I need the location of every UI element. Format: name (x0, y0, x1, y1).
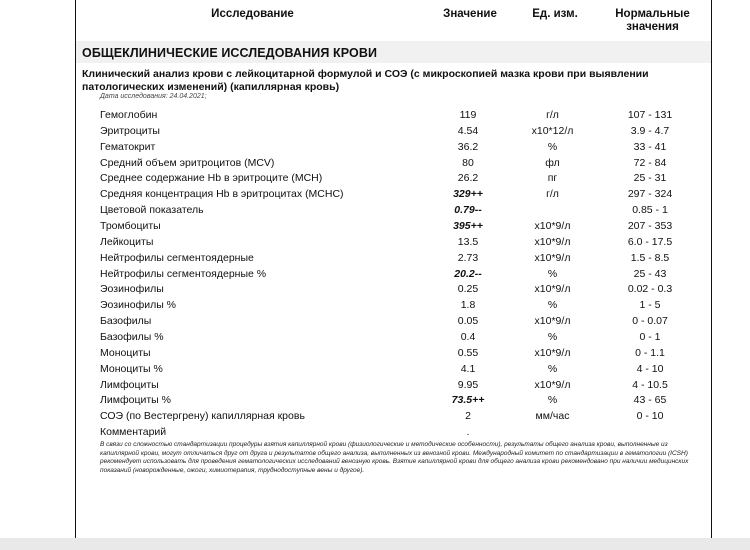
test-value: 80 (462, 156, 474, 169)
test-name: Нейтрофилы сегментоядерные % (100, 267, 267, 280)
test-name: Эозинофилы (100, 283, 164, 296)
test-norm: 3.9 - 4.7 (630, 124, 670, 137)
test-unit: г/л (546, 188, 559, 201)
test-name: Среднее содержание Hb в эритроците (MCH) (100, 172, 323, 185)
test-unit: фл (545, 156, 560, 169)
test-norm: 25 - 43 (633, 267, 667, 280)
test-name: Моноциты % (100, 362, 163, 375)
test-name: Цветовой показатель (100, 204, 204, 217)
test-norm: 0 - 1.1 (635, 346, 665, 359)
test-value: 13.5 (457, 235, 479, 248)
table-row (0, 123, 750, 139)
test-value: 0.79-- (454, 204, 482, 217)
test-name: СОЭ (по Вестергрену) капиллярная кровь (100, 410, 305, 423)
table-row (0, 392, 750, 408)
table-row (0, 408, 750, 424)
test-value: 0.55 (457, 346, 479, 359)
test-unit: % (547, 299, 558, 312)
test-name: Средний объем эритроцитов (MCV) (100, 156, 275, 169)
test-name: Гематокрит (100, 140, 156, 153)
test-value: 9.95 (457, 378, 479, 391)
table-row (0, 377, 750, 393)
test-name: Комментарий (100, 426, 167, 439)
test-norm: 72 - 84 (633, 156, 667, 169)
test-norm: 1.5 - 8.5 (630, 251, 670, 264)
footnote: В связи со сложностью стандартизации процедуры взятия капиллярной крови (физиологические и методические особенности), результаты общего анализа крови, выполненные из капиллярной крови, могут отличаться друг от друга и результатов общего анализа, выполненных из венозной крови. Международный комитет по стандартизации в гематологии (ICSH) рекомендует использовать для проведения гематологических исследований венозную кровь. Взятие капиллярной крови для общего анализа крови рекомендовано при наличии медицинских показаний (новорожденные, ожоги, химиотерапия, труднодоступные вены и другое). (100, 441, 689, 474)
test-name: Средняя концентрация Hb в эритроцитах (MCHC) (100, 188, 344, 201)
test-unit: x10*12/л (531, 124, 574, 137)
test-norm: 33 - 41 (633, 140, 667, 153)
test-norm: 0.85 - 1 (632, 204, 668, 217)
table-row (0, 424, 750, 440)
table-row (0, 170, 750, 186)
table-row (0, 250, 750, 266)
test-value: 2 (465, 410, 471, 423)
test-unit: x10*9/л (534, 378, 571, 391)
test-name: Гемоглобин (100, 109, 158, 121)
table-row (0, 139, 750, 155)
test-norm: 6.0 - 17.5 (627, 235, 673, 248)
test-unit: x10*9/л (534, 315, 571, 328)
test-norm: 0 - 10 (636, 410, 664, 423)
test-unit: x10*9/л (534, 346, 571, 359)
test-value: 73.5++ (451, 394, 485, 407)
test-name: Базофилы (100, 315, 152, 328)
header-study: Исследование (211, 8, 294, 20)
test-value: 395++ (453, 220, 483, 233)
section-title: ОБЩЕКЛИНИЧЕСКИЕ ИССЛЕДОВАНИЯ КРОВИ (82, 46, 378, 60)
test-value: 20.2-- (454, 267, 482, 280)
test-value: 0.25 (457, 283, 479, 296)
test-unit: x10*9/л (534, 251, 571, 264)
test-value: 4.1 (460, 362, 476, 375)
test-unit: x10*9/л (534, 235, 571, 248)
test-value: 0.05 (457, 315, 479, 328)
test-name: Нейтрофилы сегментоядерные (100, 251, 254, 264)
header-value: Значение (443, 8, 497, 20)
test-value: 36.2 (457, 140, 479, 153)
test-norm: 0.02 - 0.3 (627, 283, 673, 296)
table-row (0, 345, 750, 361)
test-norm: 0 - 0.07 (632, 315, 668, 328)
test-name: Лимфоциты (100, 378, 159, 391)
table-row (0, 281, 750, 297)
test-value: 26.2 (457, 172, 479, 185)
test-value: . (466, 426, 470, 439)
test-unit: % (547, 267, 558, 280)
test-name: Эритроциты (100, 124, 160, 137)
table-row (0, 186, 750, 202)
test-unit: г/л (546, 109, 559, 121)
test-name: Моноциты (100, 346, 151, 359)
header-unit: Ед. изм. (532, 8, 578, 20)
analysis-title: Клинический анализ крови с лейкоцитарной формулой и СОЭ (с микроскопией мазка крови при выявлении патологических изменений) (капиллярная кровь) (82, 68, 649, 93)
test-name: Лейкоциты (100, 235, 154, 248)
test-norm: 0 - 1 (639, 331, 661, 344)
test-value: 329++ (453, 188, 483, 201)
analysis-date: Дата исследования: 24.04.2021; (100, 93, 207, 100)
test-value: 4.54 (457, 124, 479, 137)
test-norm: 207 - 353 (627, 220, 673, 233)
test-unit: мм/час (535, 410, 570, 423)
table-row (0, 297, 750, 313)
test-unit: % (547, 362, 558, 375)
test-norm: 107 - 131 (627, 109, 673, 121)
test-name: Лимфоциты % (100, 394, 171, 407)
test-unit: x10*9/л (534, 283, 571, 296)
table-row (0, 107, 750, 123)
test-value: 2.73 (457, 251, 479, 264)
test-norm: 4 - 10 (636, 362, 664, 375)
results-table (0, 107, 750, 440)
table-row (0, 329, 750, 345)
test-norm: 43 - 65 (633, 394, 667, 407)
table-row (0, 202, 750, 218)
test-norm: 4 - 10.5 (632, 378, 668, 391)
test-name: Базофилы % (100, 331, 164, 344)
table-row (0, 155, 750, 171)
table-row (0, 234, 750, 250)
test-unit: пг (547, 172, 558, 185)
test-name: Тромбоциты (100, 220, 161, 233)
test-unit: x10*9/л (534, 220, 571, 233)
bottom-band (0, 538, 750, 550)
test-norm: 25 - 31 (633, 172, 667, 185)
test-norm: 297 - 324 (627, 188, 673, 201)
test-value: 1.8 (460, 299, 476, 312)
table-row (0, 313, 750, 329)
test-name: Эозинофилы % (100, 299, 177, 312)
test-norm: 1 - 5 (639, 299, 661, 312)
header-norm: Нормальные значения (615, 8, 690, 33)
test-unit: % (547, 140, 558, 153)
test-unit: % (547, 331, 558, 344)
test-value: 119 (459, 109, 477, 121)
test-unit: % (547, 394, 558, 407)
test-value: 0.4 (460, 331, 476, 344)
table-row (0, 218, 750, 234)
table-row (0, 361, 750, 377)
table-row (0, 266, 750, 282)
